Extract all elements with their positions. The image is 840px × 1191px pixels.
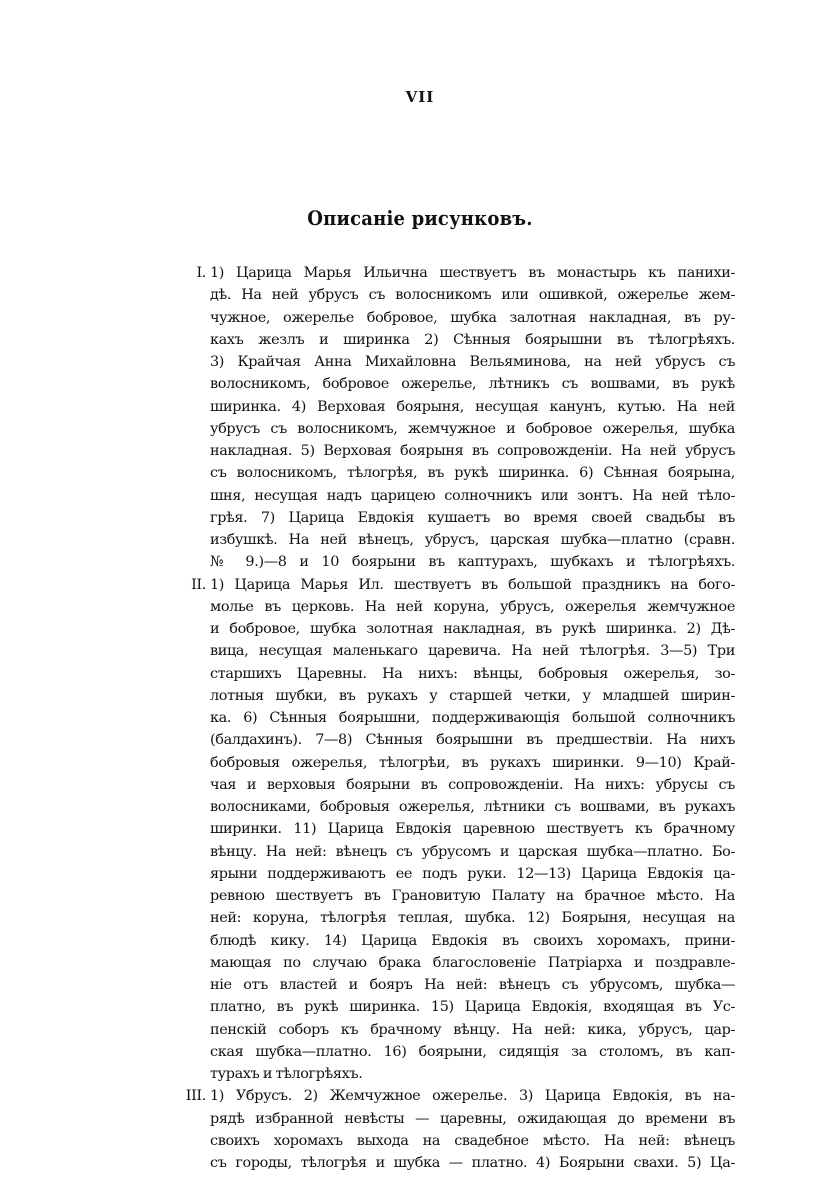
text-line: дѣ. На ней убрусъ съ волосникомъ или ошивкой, ожерелье жем- [210, 287, 735, 304]
text-line: старшихъ Царевны. На нихъ: вѣнцы, бобровыя ожерелья, зо- [210, 665, 735, 682]
text-line [185, 1085, 735, 1107]
section-1 [196, 262, 735, 574]
text-line: лотныя шубки, въ рукахъ у старшей четки, у младшей ширин- [210, 687, 735, 704]
text-line: накладная. 5) Верховая боярыня въ сопровожденіи. На ней убрусъ [210, 443, 735, 459]
text-line: шня, несущая надъ царицею солночникъ или зонтъ. На ней тѣло- [210, 487, 735, 504]
text-line: убрусъ съ волосникомъ, жемчужное и бобровое ожерелья, шубка [210, 420, 735, 437]
section-2 [191, 574, 735, 1086]
text-line: ней: коруна, тѣлогрѣя теплая, шубка. 12) Боярыня, несущая на [210, 910, 735, 927]
text-line: ширинка. 4) Верховая боярыня, несущая канунъ, кутью. На ней [210, 398, 735, 415]
text-line: чая и верховыя боярыни въ сопровожденіи. На нихъ: убрусы съ [210, 776, 735, 793]
text-line: волосникомъ, бобровое ожерелье, лѣтникъ съ вошвами, въ рукѣ [210, 376, 735, 393]
line-text: 1) Царица Марья Ил. шествуетъ въ большой праздникъ на бого- [210, 576, 735, 593]
text-line: мающая по случаю брака благословеніе Патріарха и поздравле- [210, 954, 735, 971]
text-line [196, 262, 735, 284]
text-line: платно, въ рукѣ ширинка. 15) Царица Евдокія, входящая въ Ус- [210, 999, 735, 1016]
line-text: 1) Царица Марья Ильична шествуетъ въ монастырь къ паниxи- [210, 265, 735, 281]
text-line: № 9.)—8 и 10 боярыни въ каптурахъ, шубкахъ и тѣлогрѣяхъ. [210, 554, 735, 571]
text-line: съ волосникомъ, тѣлогрѣя, въ рукѣ ширинка. 6) Сѣнная боярына, [210, 465, 735, 482]
section-marker: I. [196, 265, 206, 281]
text-line [191, 574, 735, 596]
text-line: ніе отъ властей и бояръ На ней: вѣнецъ съ убрусомъ, шубка— [210, 977, 735, 993]
page-number: VII [405, 88, 435, 106]
text-line: грѣя. 7) Царица Евдокія кушаетъ во время своей свадьбы въ [210, 509, 735, 526]
text-line: чужное, ожерелье бобровое, шубка залотная накладная, въ ру- [210, 309, 735, 326]
text-line: волосниками, бобровыя ожерелья, лѣтники съ вошвами, въ рукахъ [210, 799, 735, 815]
text-line: (балдахинъ). 7—8) Сѣнныя боярышни въ предшествіи. На нихъ [210, 732, 735, 749]
text-line: ревною шествуетъ въ Грановитую Палату на брачное мѣсто. На [210, 888, 735, 904]
page-title: Описаніе рисунковъ. [307, 206, 533, 230]
text-line: блюдѣ кику. 14) Царица Евдокія въ своихъ хоромахъ, прини- [210, 932, 735, 949]
text-line: бобровыя ожерелья, тѣлогрѣи, въ рукахъ ширинки. 9—10) Край- [210, 754, 735, 771]
text-line: вица, несущая маленькаго царевича. На ней тѣлогрѣя. 3—5) Три [210, 643, 735, 660]
text-line: избушкѣ. На ней вѣнецъ, убрусъ, царская шубка—платно (сравн. [210, 532, 735, 548]
text-line: вѣнцу. На ней: вѣнецъ съ убрусомъ и царская шубка—платно. Бо- [210, 843, 735, 860]
text-line: ярыни поддерживаютъ ее подъ руки. 12—13) Царица Евдокія ца- [210, 865, 735, 882]
text-line: 3) Крайчая Анна Михайловна Вельяминова, на ней убрусъ съ [210, 354, 735, 370]
text-line: ка. 6) Сѣнныя боярышни, поддерживающія большой солночникъ [210, 710, 735, 726]
text-line: кахъ жезлъ и ширинка 2) Сѣнныя боярышни въ тѣлогрѣяхъ. [210, 331, 735, 348]
section-marker: III. [185, 1088, 206, 1105]
text-line: своихъ хоромахъ выхода на свадебное мѣсто. На ней: вѣнецъ [210, 1132, 735, 1149]
text-line: рядѣ избранной невѣсты — царевны, ожидающая до времени въ [210, 1110, 735, 1127]
text-line: съ городы, тѣлогрѣя и шубка — платно. 4) Боярыни сваxи. 5) Ца- [210, 1155, 735, 1171]
text-line: пенскій соборъ къ брачному вѣнцу. На ней: кика, убрусъ, цар- [210, 1021, 735, 1038]
text-line: и бобровое, шубка золотная накладная, въ рукѣ ширинка. 2) Дѣ- [210, 621, 735, 637]
figure-descriptions [185, 262, 735, 1174]
text-line: ская шубка—платно. 16) боярыни, сидящія за столомъ, въ кап- [210, 1043, 735, 1060]
section-marker: II. [191, 576, 206, 593]
text-line: молье въ церковь. На ней коруна, убрусъ, ожерелья жемчужное [210, 598, 735, 615]
section-3 [185, 1085, 735, 1174]
text-line: ширинки. 11) Царица Евдокія царевною шествуетъ къ брачному [210, 821, 735, 838]
text-line: турахъ и тѣлогрѣяхъ. [210, 1066, 363, 1082]
line-text: 1) Убрусъ. 2) Жемчужное ожерелье. 3) Царица Евдокія, въ на- [210, 1088, 735, 1105]
